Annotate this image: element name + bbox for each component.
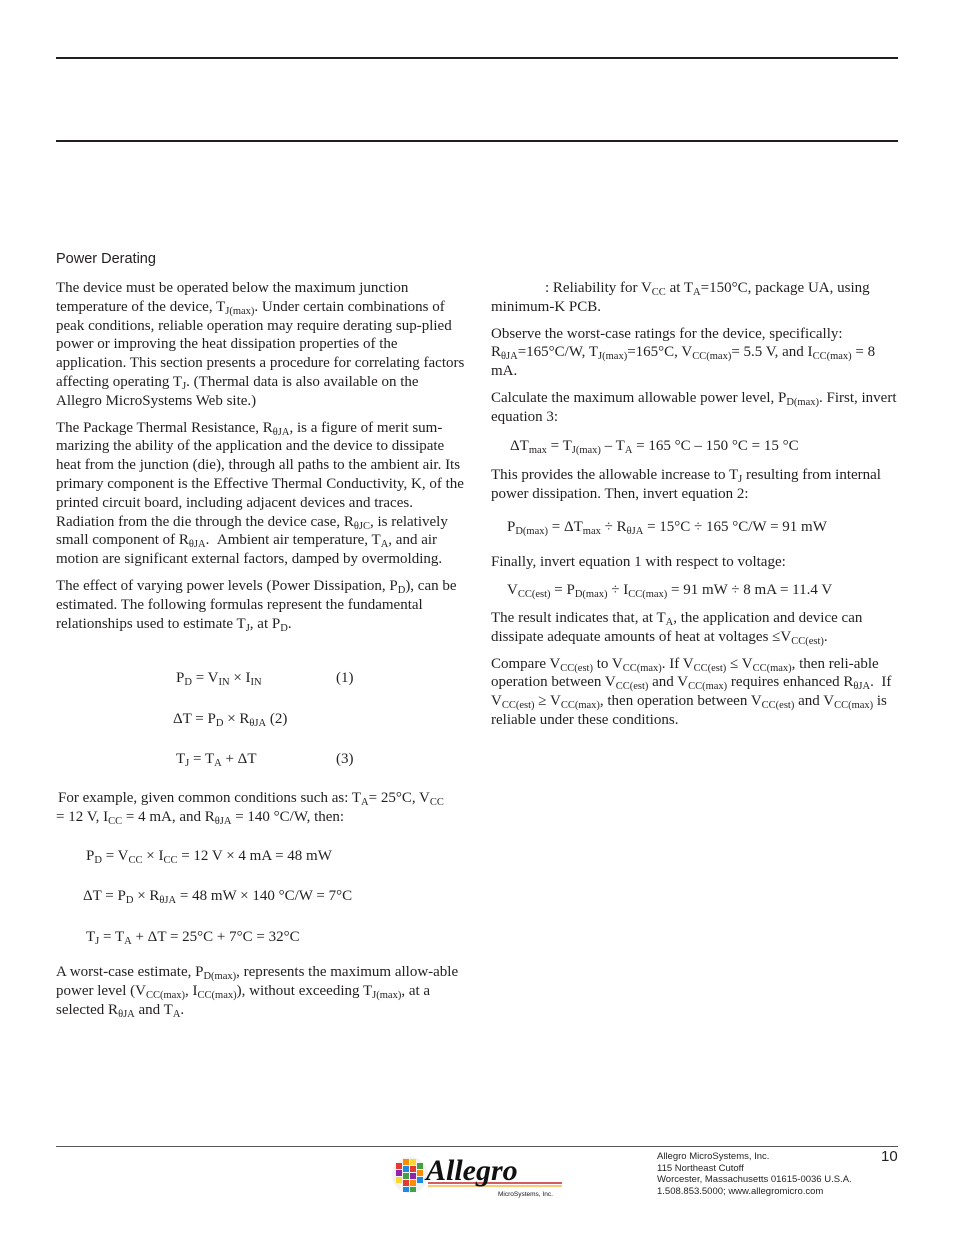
right-column-intro <box>491 279 901 435</box>
paragraph-worst-case: A worst-case estimate, $P_{D(max)}$, represents the maximum allow-able power level ($V_{CC(max)}$, $I_{CC(max)}$), without exceeding $T_{J(max)}$, at a selected $R_{\theta JA}$ and $T_A$. <box>56 964 459 1020</box>
left-column <box>56 279 466 641</box>
example-equation-2: $\Delta T = P_D \times R_{\theta JA} = 48$ mW × 140 °C/W = 7°C <box>83 888 353 906</box>
equation-3-number: (3) <box>336 751 354 767</box>
equation-vcc-est: $V_{CC(est)} = P_{D(max)} \div I_{CC(max)} = 91$ mW ÷ 8 mA = 11.4 V <box>507 582 833 600</box>
logo-mosaic-icon <box>392 1157 428 1193</box>
footer-company: Allegro MicroSystems, Inc. <box>657 1151 770 1162</box>
logo-wordmark: Allegro <box>426 1154 518 1187</box>
paragraph-result: The result indicates that, at $T_A$, the application and device can dissipate adequate amounts of heat at voltages $\le V_{CC(est)}$. <box>491 610 863 647</box>
footer-rule <box>56 1146 898 1147</box>
example-paragraph: For example, given common conditions such as: $T_A= 25^\circ C$, $V_{CC} = 12$ V, $I_{CC} = 4$ mA, and $R_{\theta JA} = 140$ °C/W, then: <box>56 790 444 827</box>
footer-city: Worcester, Massachusetts 01615-0036 U.S.A. <box>657 1174 852 1185</box>
paragraph-power-levels: The effect of varying power levels (Power Dissipation, $P_D$), can be estimated. The following formulas represent the fundamental relationships used to estimate $T_J$, at $P_D$. <box>56 577 457 634</box>
equation-pd-max: $P_{D(max)} = \Delta T_{max} \div R_{\theta JA} = 15^\circ C \div 165$ °C/W = 91 mW <box>507 519 827 537</box>
equation-2: $\Delta T = P_D \times R_{\theta JA}$ (2) <box>173 711 288 729</box>
equation-delta-t-max: $\Delta T_{max} = T_{J(max)} - T_A = 165$ °C – 150 °C = 15 °C <box>510 438 799 456</box>
equation-1-number: (1) <box>336 670 354 686</box>
footer-address <box>657 1151 852 1197</box>
header-rule-bottom <box>56 140 898 142</box>
equation-1: $P_D = V_{IN} \times I_{IN}$ <box>176 670 262 688</box>
header-rule-top <box>56 57 898 59</box>
right-column-conclusion <box>491 609 901 738</box>
paragraph-reliability: : Reliability for $V_{CC}$ at $T_A=150^\circ C$, package UA, using minimum-K PCB. <box>491 280 870 315</box>
example-equation-1: $P_D = V_{CC} \times I_{CC} = 12$ V × 4 mA = 48 mW <box>86 848 332 866</box>
logo-subtitle: MicroSystems, Inc. <box>498 1191 553 1198</box>
example-equation-3: $T_J = T_A + \Delta T = 25^\circ C + 7^\circ C = 32^\circ C$ <box>86 929 300 947</box>
paragraph-invert-eq1: Finally, invert equation 1 with respect to voltage: <box>491 554 786 570</box>
section-heading: Power Derating <box>56 251 156 267</box>
paragraph-worst-case-ratings: Observe the worst-case ratings for the device, specifically: $R_{\theta JA}=165^\circ C/W$, $T_{J(max)}=165^\circ C$, $V_{CC(max)}= 5.5$ V, and $I_{CC(max)} = 8$ mA. <box>491 325 876 380</box>
paragraph-max-power: Calculate the maximum allowable power level, $P_{D(max)}$. First, invert equation 3: <box>491 389 897 425</box>
footer-street: 115 Northeast Cutoff <box>657 1162 744 1174</box>
paragraph-compare: Compare $V_{CC(est)}$ to $V_{CC(max)}$. If $V_{CC(est)} \le V_{CC(max)}$, then reli-able operation between $V_{CC(est)}$ and $V_{CC(max)}$ requires enhanced $R_{\theta JA}$. If $V_{CC(est)} \ge V_{CC(max)}$, then operation between $V_{CC(est)}$ and $V_{CC(max)}$ is reliable under these conditions. <box>491 655 892 728</box>
footer-contact: 1.508.853.5000; www.allegromicro.com <box>657 1185 824 1197</box>
allegro-logo <box>390 1150 565 1200</box>
paragraph-thermal-resistance: The Package Thermal Resistance, $R_{\theta JA}$, is a figure of merit sum-marizing the ability of the application and the device to dissipate heat from the junction (die), through all paths to the ambient air. Its primary component is the Effective Thermal Conductivity, K, of the printed circuit board, including adjacent devices and traces. Radiation from the die through the device case, $R_{\theta JC}$, is relatively small component of $R_{\theta JA}$. Ambient air temperature, $T_A$, and air motion are significant external factors, damped by overmolding. <box>56 419 464 568</box>
paragraph-allowable-increase: This provides the allowable increase to $T_J$ resulting from internal power dissipation. Then, invert equation 2: <box>491 467 881 502</box>
equation-3: $T_J = T_A + \Delta T$ <box>176 751 257 769</box>
page-number: 10 <box>881 1148 898 1165</box>
paragraph-junction-temp: The device must be operated below the maximum junction temperature of the device, $T_{J(max)}$. Under certain combinations of peak conditions, reliable operation may require derating sup-plied power or improving the heat dissipation properties of the application. This section presents a procedure for correlating factors affecting operating $T_J$. (Thermal data is also available on the Allegro MicroSystems Web site.) <box>56 280 465 409</box>
